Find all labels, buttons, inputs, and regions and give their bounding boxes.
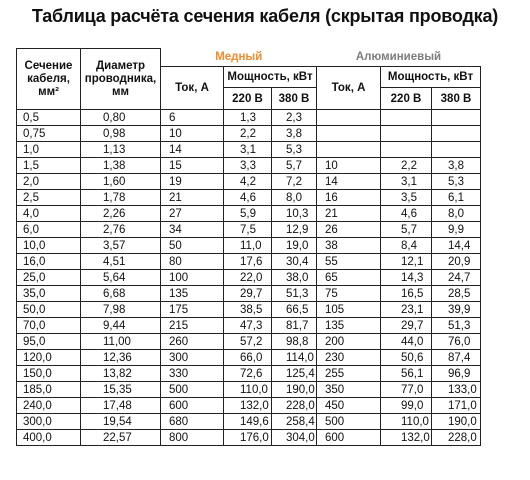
aluminum-220v-cell: 132,0 (381, 430, 432, 446)
aluminum-380v-cell: 24,7 (432, 270, 481, 286)
section-cell: 400,0 (17, 430, 81, 446)
aluminum-380v-cell: 5,3 (432, 174, 481, 190)
aluminum-380v-cell: 228,0 (432, 430, 481, 446)
aluminum-220v-cell: 4,6 (381, 206, 432, 222)
aluminum-current-cell: 16 (317, 190, 381, 206)
section-cell: 0,75 (17, 126, 81, 142)
section-cell: 95,0 (17, 334, 81, 350)
copper-380v-cell: 10,3 (272, 206, 317, 222)
section-cell: 2,0 (17, 174, 81, 190)
table-row (17, 398, 481, 414)
copper-current-cell: 100 (161, 270, 224, 286)
table-row (17, 254, 481, 270)
aluminum-current-cell: 600 (317, 430, 381, 446)
copper-current-cell: 14 (161, 142, 224, 158)
copper-current-cell: 175 (161, 302, 224, 318)
aluminum-380v-cell: 14,4 (432, 238, 481, 254)
diameter-cell: 5,64 (81, 270, 161, 286)
diameter-cell: 13,82 (81, 366, 161, 382)
aluminum-current-cell: 75 (317, 286, 381, 302)
aluminum-380v-cell: 76,0 (432, 334, 481, 350)
copper-380v-cell: 114,0 (272, 350, 317, 366)
diameter-cell: 17,48 (81, 398, 161, 414)
diameter-cell: 0,80 (81, 110, 161, 126)
aluminum-380v-cell: 190,0 (432, 414, 481, 430)
copper-380v-cell: 5,7 (272, 158, 317, 174)
copper-220v-cell: 2,2 (224, 126, 272, 142)
diameter-cell: 2,76 (81, 222, 161, 238)
aluminum-220v-cell: 110,0 (381, 414, 432, 430)
aluminum-220v-cell (381, 126, 432, 142)
copper-220v-cell: 5,9 (224, 206, 272, 222)
copper-380v-cell: 81,7 (272, 318, 317, 334)
cable-section-table (16, 48, 481, 446)
table-row (17, 350, 481, 366)
section-header-line-3: мм² (38, 85, 59, 98)
table-row (17, 382, 481, 398)
copper-380v-cell: 30,4 (272, 254, 317, 270)
table-row (17, 414, 481, 430)
section-cell: 25,0 (17, 270, 81, 286)
aluminum-380v-cell: 8,0 (432, 206, 481, 222)
copper-current-cell: 21 (161, 190, 224, 206)
section-cell: 150,0 (17, 366, 81, 382)
aluminum-220v-header: 220 В (381, 88, 432, 110)
aluminum-220v-cell: 3,5 (381, 190, 432, 206)
aluminum-220v-cell: 50,6 (381, 350, 432, 366)
copper-current-cell: 300 (161, 350, 224, 366)
aluminum-current-cell: 21 (317, 206, 381, 222)
copper-220v-header: 220 В (224, 88, 272, 110)
aluminum-power-header: Мощность, кВт (381, 66, 481, 88)
section-cell: 1,5 (17, 158, 81, 174)
copper-current-cell: 600 (161, 398, 224, 414)
aluminum-380v-cell (432, 126, 481, 142)
aluminum-220v-cell: 14,3 (381, 270, 432, 286)
copper-current-cell: 6 (161, 110, 224, 126)
diameter-cell: 7,98 (81, 302, 161, 318)
copper-220v-cell: 7,5 (224, 222, 272, 238)
copper-current-cell: 215 (161, 318, 224, 334)
copper-220v-cell: 38,5 (224, 302, 272, 318)
copper-current-header: Ток, А (161, 66, 224, 110)
section-cell: 50,0 (17, 302, 81, 318)
aluminum-current-cell: 38 (317, 238, 381, 254)
copper-380v-cell: 2,3 (272, 110, 317, 126)
table-row (17, 286, 481, 302)
aluminum-380v-cell: 3,8 (432, 158, 481, 174)
copper-current-cell: 19 (161, 174, 224, 190)
copper-current-cell: 500 (161, 382, 224, 398)
copper-current-cell: 135 (161, 286, 224, 302)
section-cell: 2,5 (17, 190, 81, 206)
diameter-cell: 15,35 (81, 382, 161, 398)
section-cell: 0,5 (17, 110, 81, 126)
aluminum-380v-cell (432, 110, 481, 126)
copper-current-cell: 260 (161, 334, 224, 350)
copper-220v-cell: 149,6 (224, 414, 272, 430)
aluminum-current-cell: 200 (317, 334, 381, 350)
section-cell: 300,0 (17, 414, 81, 430)
copper-power-header: Мощность, кВт (224, 66, 317, 88)
table-row (17, 238, 481, 254)
aluminum-current-cell: 105 (317, 302, 381, 318)
diameter-header-line-2: проводника, (84, 72, 157, 85)
copper-220v-cell: 3,3 (224, 158, 272, 174)
aluminum-380v-cell: 96,9 (432, 366, 481, 382)
aluminum-220v-cell: 3,1 (381, 174, 432, 190)
aluminum-380v-header: 380 В (432, 88, 481, 110)
table-row (17, 270, 481, 286)
table-row (17, 174, 481, 190)
aluminum-220v-cell (381, 142, 432, 158)
copper-current-cell: 800 (161, 430, 224, 446)
section-cell: 16,0 (17, 254, 81, 270)
copper-380v-cell: 190,0 (272, 382, 317, 398)
aluminum-220v-cell: 8,4 (381, 238, 432, 254)
copper-380v-cell: 12,9 (272, 222, 317, 238)
aluminum-current-cell: 500 (317, 414, 381, 430)
aluminum-current-cell: 10 (317, 158, 381, 174)
copper-220v-cell: 11,0 (224, 238, 272, 254)
copper-220v-cell: 72,6 (224, 366, 272, 382)
copper-220v-cell: 176,0 (224, 430, 272, 446)
copper-current-cell: 330 (161, 366, 224, 382)
copper-380v-cell: 98,8 (272, 334, 317, 350)
diameter-cell: 1,60 (81, 174, 161, 190)
copper-220v-cell: 3,1 (224, 142, 272, 158)
aluminum-current-cell (317, 126, 381, 142)
diameter-cell: 19,54 (81, 414, 161, 430)
aluminum-380v-cell: 87,4 (432, 350, 481, 366)
section-cell: 1,0 (17, 142, 81, 158)
section-header-line-1: Сечение (24, 59, 73, 72)
diameter-cell: 1,78 (81, 190, 161, 206)
aluminum-current-cell (317, 142, 381, 158)
copper-current-cell: 10 (161, 126, 224, 142)
aluminum-current-cell: 14 (317, 174, 381, 190)
section-cell: 120,0 (17, 350, 81, 366)
aluminum-220v-cell (381, 110, 432, 126)
copper-380v-cell: 19,0 (272, 238, 317, 254)
diameter-cell: 0,98 (81, 126, 161, 142)
copper-380v-cell: 66,5 (272, 302, 317, 318)
aluminum-current-cell: 450 (317, 398, 381, 414)
aluminum-current-cell: 26 (317, 222, 381, 238)
copper-380v-cell: 125,4 (272, 366, 317, 382)
aluminum-current-cell: 55 (317, 254, 381, 270)
table-row (17, 430, 481, 446)
aluminum-220v-cell: 12,1 (381, 254, 432, 270)
aluminum-220v-cell: 5,7 (381, 222, 432, 238)
copper-220v-cell: 17,6 (224, 254, 272, 270)
diameter-cell: 11,00 (81, 334, 161, 350)
section-cell: 70,0 (17, 318, 81, 334)
section-cell: 6,0 (17, 222, 81, 238)
aluminum-380v-cell: 51,3 (432, 318, 481, 334)
copper-380v-cell: 51,3 (272, 286, 317, 302)
diameter-cell: 6,68 (81, 286, 161, 302)
aluminum-380v-cell: 39,9 (432, 302, 481, 318)
copper-380v-header: 380 В (272, 88, 317, 110)
copper-current-cell: 15 (161, 158, 224, 174)
diameter-cell: 2,26 (81, 206, 161, 222)
table-row (17, 206, 481, 222)
aluminum-current-cell: 135 (317, 318, 381, 334)
aluminum-current-cell: 255 (317, 366, 381, 382)
aluminum-current-cell: 350 (317, 382, 381, 398)
table-row (17, 190, 481, 206)
page-title: Таблица расчёта сечения кабеля (скрытая проводка) (31, 6, 499, 26)
diameter-header-line-3: мм (111, 85, 129, 98)
copper-220v-cell: 110,0 (224, 382, 272, 398)
copper-220v-cell: 29,7 (224, 286, 272, 302)
section-column-header (17, 49, 81, 110)
copper-220v-cell: 132,0 (224, 398, 272, 414)
copper-380v-cell: 8,0 (272, 190, 317, 206)
copper-380v-cell: 3,8 (272, 126, 317, 142)
diameter-cell: 1,38 (81, 158, 161, 174)
copper-380v-cell: 7,2 (272, 174, 317, 190)
diameter-cell: 12,36 (81, 350, 161, 366)
cable-section-table-wrapper (16, 48, 481, 446)
aluminum-220v-cell: 56,1 (381, 366, 432, 382)
diameter-cell: 1,13 (81, 142, 161, 158)
aluminum-220v-cell: 44,0 (381, 334, 432, 350)
table-row (17, 158, 481, 174)
aluminum-current-cell: 230 (317, 350, 381, 366)
copper-220v-cell: 66,0 (224, 350, 272, 366)
copper-current-cell: 80 (161, 254, 224, 270)
section-cell: 185,0 (17, 382, 81, 398)
aluminum-380v-cell (432, 142, 481, 158)
table-row (17, 334, 481, 350)
table-body (17, 110, 481, 446)
copper-380v-cell: 304,0 (272, 430, 317, 446)
diameter-cell: 3,57 (81, 238, 161, 254)
aluminum-current-cell: 65 (317, 270, 381, 286)
table-row (17, 302, 481, 318)
section-cell: 240,0 (17, 398, 81, 414)
diameter-cell: 4,51 (81, 254, 161, 270)
aluminum-current-header: Ток, А (317, 66, 381, 110)
aluminum-380v-cell: 9,9 (432, 222, 481, 238)
diameter-cell: 9,44 (81, 318, 161, 334)
aluminum-current-cell (317, 110, 381, 126)
aluminum-380v-cell: 28,5 (432, 286, 481, 302)
aluminum-220v-cell: 77,0 (381, 382, 432, 398)
copper-220v-cell: 22,0 (224, 270, 272, 286)
table-row (17, 318, 481, 334)
copper-current-cell: 680 (161, 414, 224, 430)
section-header-line-2: кабеля, (27, 72, 70, 85)
copper-current-cell: 34 (161, 222, 224, 238)
copper-380v-cell: 228,0 (272, 398, 317, 414)
aluminum-220v-cell: 99,0 (381, 398, 432, 414)
copper-220v-cell: 1,3 (224, 110, 272, 126)
copper-group-header: Медный (161, 49, 317, 67)
copper-current-cell: 27 (161, 206, 224, 222)
section-cell: 4,0 (17, 206, 81, 222)
section-cell: 10,0 (17, 238, 81, 254)
aluminum-380v-cell: 20,9 (432, 254, 481, 270)
aluminum-220v-cell: 2,2 (381, 158, 432, 174)
diameter-cell: 22,57 (81, 430, 161, 446)
copper-220v-cell: 47,3 (224, 318, 272, 334)
aluminum-220v-cell: 16,5 (381, 286, 432, 302)
copper-220v-cell: 4,6 (224, 190, 272, 206)
aluminum-380v-cell: 133,0 (432, 382, 481, 398)
aluminum-220v-cell: 23,1 (381, 302, 432, 318)
copper-380v-cell: 258,4 (272, 414, 317, 430)
copper-380v-cell: 5,3 (272, 142, 317, 158)
aluminum-380v-cell: 6,1 (432, 190, 481, 206)
aluminum-220v-cell: 29,7 (381, 318, 432, 334)
table-row (17, 142, 481, 158)
table-row (17, 222, 481, 238)
table-row (17, 366, 481, 382)
copper-220v-cell: 4,2 (224, 174, 272, 190)
table-row (17, 110, 481, 126)
copper-220v-cell: 57,2 (224, 334, 272, 350)
aluminum-group-header: Алюминиевый (317, 49, 481, 67)
copper-current-cell: 50 (161, 238, 224, 254)
diameter-header-line-1: Диаметр (95, 59, 146, 72)
diameter-column-header (81, 49, 161, 110)
section-cell: 35,0 (17, 286, 81, 302)
table-row (17, 126, 481, 142)
copper-380v-cell: 38,0 (272, 270, 317, 286)
aluminum-380v-cell: 171,0 (432, 398, 481, 414)
